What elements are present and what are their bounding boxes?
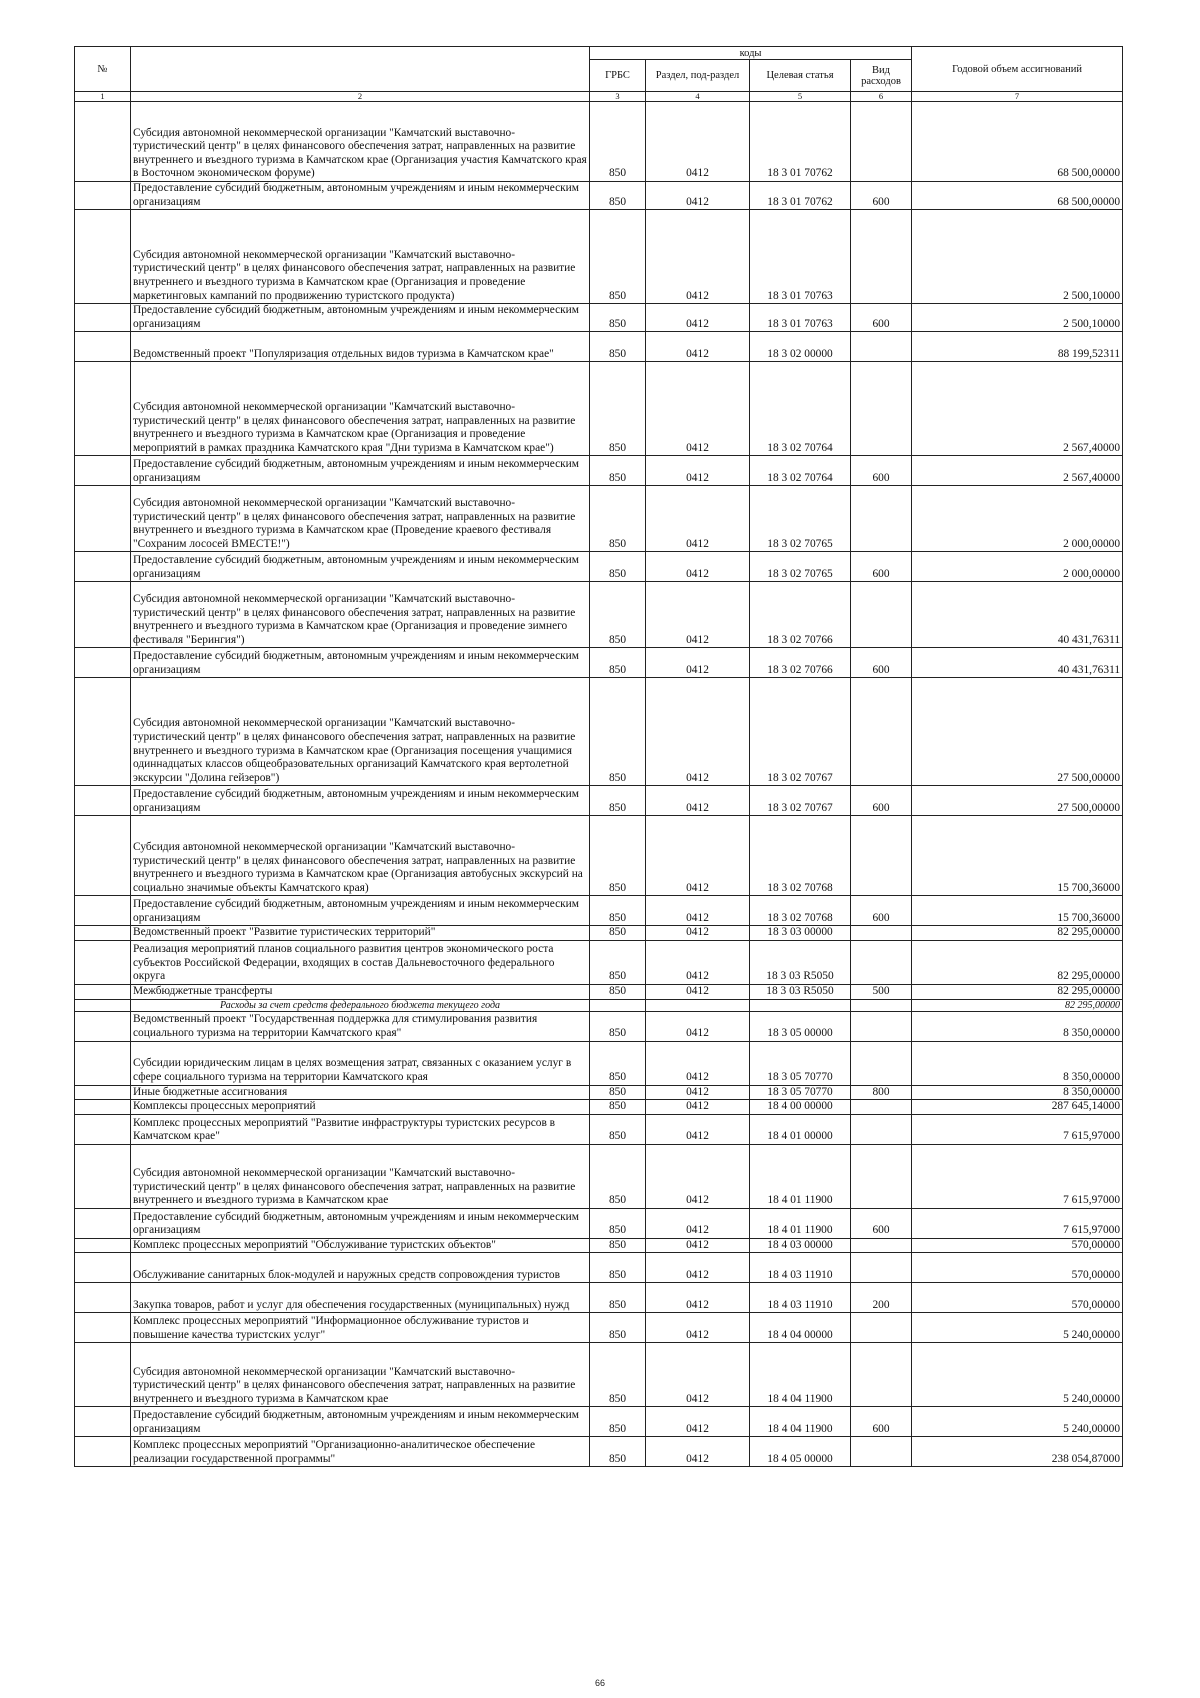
row-num <box>75 999 131 1011</box>
row-num <box>75 1253 131 1283</box>
row-name: Ведомственный проект "Государственная поддержка для стимулирования развития социального туризма на территории Камчатского края" <box>131 1011 590 1041</box>
row-target: 18 3 02 70765 <box>750 486 851 552</box>
row-grbs: 850 <box>590 648 646 678</box>
row-amount: 5 240,00000 <box>912 1313 1123 1343</box>
header-colnum-2: 2 <box>131 92 590 102</box>
row-target: 18 4 03 00000 <box>750 1238 851 1253</box>
row-amount: 15 700,36000 <box>912 896 1123 926</box>
table-row <box>75 1343 1123 1407</box>
row-amount: 7 615,97000 <box>912 1114 1123 1144</box>
row-name: Субсидия автономной некоммерческой организации "Камчатский выставочно-туристический центр" в целях финансового обеспечения затрат, направленных на развитие внутреннего и въездного туризма в Камчатском крае (Организация и проведение мероприятий в рамках праздника Камчатского края "Дни туризма в Камчатском крае") <box>131 362 590 456</box>
table-row <box>75 1313 1123 1343</box>
row-section: 0412 <box>646 1407 750 1437</box>
table-row <box>75 1253 1123 1283</box>
row-name: Предоставление субсидий бюджетным, автономным учреждениям и иным некоммерческим организациям <box>131 552 590 582</box>
row-amount: 27 500,00000 <box>912 786 1123 816</box>
header-colnum-4: 4 <box>646 92 750 102</box>
row-name: Субсидия автономной некоммерческой организации "Камчатский выставочно-туристический центр" в целях финансового обеспечения затрат, направленных на развитие внутреннего и въездного туризма в Камчатском крае (Организация автобусных экскурсий на социально значимые объекты Камчатского края) <box>131 816 590 896</box>
row-target: 18 4 01 11900 <box>750 1144 851 1208</box>
row-section: 0412 <box>646 786 750 816</box>
table-row <box>75 1114 1123 1144</box>
row-section: 0412 <box>646 102 750 182</box>
row-expense <box>851 486 912 552</box>
row-grbs: 850 <box>590 896 646 926</box>
row-name: Реализация мероприятий планов социального развития центров экономического роста субъектов Российской Федерации, входящих в состав Дальневосточного федерального округа <box>131 940 590 984</box>
table-row <box>75 816 1123 896</box>
row-section: 0412 <box>646 984 750 999</box>
table-body <box>75 102 1123 1467</box>
row-target: 18 3 02 70766 <box>750 582 851 648</box>
row-grbs: 850 <box>590 1114 646 1144</box>
row-grbs: 850 <box>590 486 646 552</box>
row-grbs: 850 <box>590 1437 646 1467</box>
row-amount: 570,00000 <box>912 1238 1123 1253</box>
row-target: 18 3 02 70765 <box>750 552 851 582</box>
row-grbs: 850 <box>590 984 646 999</box>
row-amount: 5 240,00000 <box>912 1407 1123 1437</box>
row-amount: 82 295,00000 <box>912 999 1123 1011</box>
table-row <box>75 940 1123 984</box>
row-expense <box>851 1011 912 1041</box>
row-amount: 7 615,97000 <box>912 1208 1123 1238</box>
row-target: 18 4 04 00000 <box>750 1313 851 1343</box>
row-target: 18 4 00 00000 <box>750 1100 851 1115</box>
row-section: 0412 <box>646 896 750 926</box>
row-section: 0412 <box>646 1283 750 1313</box>
row-name: Обслуживание санитарных блок-модулей и наружных средств сопровождения туристов <box>131 1253 590 1283</box>
row-expense <box>851 940 912 984</box>
row-num <box>75 940 131 984</box>
row-section: 0412 <box>646 1041 750 1085</box>
row-name: Предоставление субсидий бюджетным, автономным учреждениям и иным некоммерческим организациям <box>131 1208 590 1238</box>
row-amount: 40 431,76311 <box>912 582 1123 648</box>
row-expense <box>851 1253 912 1283</box>
table-row <box>75 678 1123 786</box>
header-section: Раздел, под-раздел <box>646 60 750 92</box>
row-name: Расходы за счет средств федерального бюджета текущего года <box>131 999 590 1011</box>
row-target: 18 3 01 70763 <box>750 210 851 304</box>
header-colnum-3: 3 <box>590 92 646 102</box>
row-grbs: 850 <box>590 362 646 456</box>
row-grbs: 850 <box>590 456 646 486</box>
row-expense <box>851 1041 912 1085</box>
row-target: 18 3 02 70767 <box>750 786 851 816</box>
row-target: 18 3 01 70763 <box>750 304 851 332</box>
row-section: 0412 <box>646 1085 750 1100</box>
row-expense <box>851 1313 912 1343</box>
table-row <box>75 1407 1123 1437</box>
row-amount: 68 500,00000 <box>912 102 1123 182</box>
row-section: 0412 <box>646 332 750 362</box>
row-target: 18 3 05 70770 <box>750 1041 851 1085</box>
row-expense <box>851 1437 912 1467</box>
row-target: 18 4 03 11910 <box>750 1253 851 1283</box>
row-num <box>75 552 131 582</box>
row-expense <box>851 582 912 648</box>
table-row <box>75 182 1123 210</box>
row-grbs <box>590 999 646 1011</box>
row-amount: 2 000,00000 <box>912 486 1123 552</box>
row-expense <box>851 1144 912 1208</box>
row-grbs: 850 <box>590 210 646 304</box>
row-num <box>75 1313 131 1343</box>
row-target: 18 3 02 70764 <box>750 456 851 486</box>
row-grbs: 850 <box>590 926 646 941</box>
header-codes-group: коды <box>590 47 912 60</box>
row-name: Закупка товаров, работ и услуг для обеспечения государственных (муниципальных) нужд <box>131 1283 590 1313</box>
row-target: 18 3 02 00000 <box>750 332 851 362</box>
row-name: Иные бюджетные ассигнования <box>131 1085 590 1100</box>
row-name: Субсидия автономной некоммерческой организации "Камчатский выставочно-туристический центр" в целях финансового обеспечения затрат, направленных на развитие внутреннего и въездного туризма в Камчатском крае (Проведение краевого фестиваля "Сохраним лососей ВМЕСТЕ!") <box>131 486 590 552</box>
row-target: 18 3 02 70766 <box>750 648 851 678</box>
row-amount: 287 645,14000 <box>912 1100 1123 1115</box>
row-section: 0412 <box>646 940 750 984</box>
row-target: 18 4 01 00000 <box>750 1114 851 1144</box>
row-expense: 600 <box>851 182 912 210</box>
row-section: 0412 <box>646 1208 750 1238</box>
row-section: 0412 <box>646 456 750 486</box>
row-section: 0412 <box>646 1343 750 1407</box>
row-amount: 2 500,10000 <box>912 210 1123 304</box>
header-colnum-6: 6 <box>851 92 912 102</box>
row-target: 18 3 03 R5050 <box>750 940 851 984</box>
row-num <box>75 1085 131 1100</box>
row-expense <box>851 1238 912 1253</box>
row-amount: 82 295,00000 <box>912 940 1123 984</box>
row-target: 18 3 05 00000 <box>750 1011 851 1041</box>
row-section: 0412 <box>646 926 750 941</box>
header-grbs: ГРБС <box>590 60 646 92</box>
table-row <box>75 896 1123 926</box>
row-expense <box>851 1114 912 1144</box>
row-grbs: 850 <box>590 102 646 182</box>
table-row <box>75 102 1123 182</box>
row-amount: 5 240,00000 <box>912 1343 1123 1407</box>
row-grbs: 850 <box>590 1283 646 1313</box>
row-grbs: 850 <box>590 552 646 582</box>
row-num <box>75 456 131 486</box>
header-expense: Вид расходов <box>851 60 912 92</box>
row-name: Межбюджетные трансферты <box>131 984 590 999</box>
header-colnum-1: 1 <box>75 92 131 102</box>
row-section: 0412 <box>646 1144 750 1208</box>
row-name: Ведомственный проект "Популяризация отдельных видов туризма в Камчатском крае" <box>131 332 590 362</box>
row-name: Предоставление субсидий бюджетным, автономным учреждениям и иным некоммерческим организациям <box>131 182 590 210</box>
row-grbs: 850 <box>590 332 646 362</box>
row-expense: 800 <box>851 1085 912 1100</box>
row-grbs: 850 <box>590 1100 646 1115</box>
row-expense <box>851 999 912 1011</box>
row-name: Субсидия автономной некоммерческой организации "Камчатский выставочно-туристический центр" в целях финансового обеспечения затрат, направленных на развитие внутреннего и въездного туризма в Камчатском крае (Организация участия Камчатского края в Восточном экономическом форуме) <box>131 102 590 182</box>
row-section: 0412 <box>646 1114 750 1144</box>
row-amount: 8 350,00000 <box>912 1011 1123 1041</box>
row-name: Комплексы процессных мероприятий <box>131 1100 590 1115</box>
row-num <box>75 182 131 210</box>
row-target: 18 3 03 R5050 <box>750 984 851 999</box>
row-num <box>75 362 131 456</box>
row-target: 18 4 03 11910 <box>750 1283 851 1313</box>
row-name: Комплекс процессных мероприятий "Организационно-аналитическое обеспечение реализации государственной программы" <box>131 1437 590 1467</box>
row-num <box>75 786 131 816</box>
table-row <box>75 210 1123 304</box>
table-row <box>75 1085 1123 1100</box>
table-row <box>75 456 1123 486</box>
row-grbs: 850 <box>590 582 646 648</box>
row-section: 0412 <box>646 1011 750 1041</box>
table-row <box>75 999 1123 1011</box>
row-amount: 2 567,40000 <box>912 456 1123 486</box>
row-num <box>75 332 131 362</box>
table-row <box>75 648 1123 678</box>
row-num <box>75 1144 131 1208</box>
row-expense: 600 <box>851 1208 912 1238</box>
table-row <box>75 304 1123 332</box>
row-num <box>75 1011 131 1041</box>
row-num <box>75 896 131 926</box>
row-grbs: 850 <box>590 1208 646 1238</box>
row-expense <box>851 362 912 456</box>
header-amount: Годовой объем ассигнований <box>912 47 1123 92</box>
page-number: 66 <box>594 1678 605 1688</box>
row-name: Ведомственный проект "Развитие туристических территорий" <box>131 926 590 941</box>
header-target: Целевая статья <box>750 60 851 92</box>
row-section: 0412 <box>646 1238 750 1253</box>
row-name: Предоставление субсидий бюджетным, автономным учреждениям и иным некоммерческим организациям <box>131 896 590 926</box>
row-expense: 600 <box>851 896 912 926</box>
row-amount: 8 350,00000 <box>912 1085 1123 1100</box>
row-amount: 82 295,00000 <box>912 984 1123 999</box>
table-row <box>75 1238 1123 1253</box>
row-expense: 600 <box>851 456 912 486</box>
row-grbs: 850 <box>590 1407 646 1437</box>
row-num <box>75 678 131 786</box>
row-name: Комплекс процессных мероприятий "Обслуживание туристских объектов" <box>131 1238 590 1253</box>
table-row <box>75 332 1123 362</box>
row-amount: 40 431,76311 <box>912 648 1123 678</box>
row-num <box>75 102 131 182</box>
row-amount: 82 295,00000 <box>912 926 1123 941</box>
row-section: 0412 <box>646 552 750 582</box>
row-expense <box>851 210 912 304</box>
row-name: Субсидия автономной некоммерческой организации "Камчатский выставочно-туристический центр" в целях финансового обеспечения затрат, направленных на развитие внутреннего и въездного туризма в Камчатском крае (Организация и проведение зимнего фестиваля "Берингия") <box>131 582 590 648</box>
row-expense <box>851 926 912 941</box>
row-name: Субсидии юридическим лицам в целях возмещения затрат, связанных с оказанием услуг в сфере социального туризма на территории Камчатского края <box>131 1041 590 1085</box>
table-row <box>75 1208 1123 1238</box>
row-target: 18 3 02 70764 <box>750 362 851 456</box>
row-expense <box>851 816 912 896</box>
table-row <box>75 1011 1123 1041</box>
row-num <box>75 816 131 896</box>
row-target: 18 3 01 70762 <box>750 102 851 182</box>
table-row <box>75 1100 1123 1115</box>
row-target: 18 3 05 70770 <box>750 1085 851 1100</box>
row-grbs: 850 <box>590 1343 646 1407</box>
table-row <box>75 786 1123 816</box>
row-expense: 600 <box>851 648 912 678</box>
row-name: Предоставление субсидий бюджетным, автономным учреждениям и иным некоммерческим организациям <box>131 786 590 816</box>
row-expense: 600 <box>851 552 912 582</box>
header-colnum-7: 7 <box>912 92 1123 102</box>
row-name: Субсидия автономной некоммерческой организации "Камчатский выставочно-туристический центр" в целях финансового обеспечения затрат, направленных на развитие внутреннего и въездного туризма в Камчатском крае (Организация посещения учащимися одиннадцатых классов общеобразовательных организаций Камчатского края вертолетной экскурсии "Долина гейзеров") <box>131 678 590 786</box>
table-row <box>75 362 1123 456</box>
row-expense <box>851 1100 912 1115</box>
row-name: Субсидия автономной некоммерческой организации "Камчатский выставочно-туристический центр" в целях финансового обеспечения затрат, направленных на развитие внутреннего и въездного туризма в Камчатском крае <box>131 1343 590 1407</box>
row-grbs: 850 <box>590 1041 646 1085</box>
row-num <box>75 1437 131 1467</box>
row-grbs: 850 <box>590 182 646 210</box>
row-num <box>75 1407 131 1437</box>
row-target: 18 3 02 70767 <box>750 678 851 786</box>
row-num <box>75 210 131 304</box>
row-target: 18 4 04 11900 <box>750 1407 851 1437</box>
row-num <box>75 486 131 552</box>
row-grbs: 850 <box>590 816 646 896</box>
row-section: 0412 <box>646 210 750 304</box>
row-grbs: 850 <box>590 304 646 332</box>
row-amount: 2 500,10000 <box>912 304 1123 332</box>
row-amount: 238 054,87000 <box>912 1437 1123 1467</box>
row-num <box>75 926 131 941</box>
row-expense: 500 <box>851 984 912 999</box>
row-name: Субсидия автономной некоммерческой организации "Камчатский выставочно-туристический центр" в целях финансового обеспечения затрат, направленных на развитие внутреннего и въездного туризма в Камчатском крае <box>131 1144 590 1208</box>
row-amount: 570,00000 <box>912 1253 1123 1283</box>
row-section: 0412 <box>646 582 750 648</box>
row-amount: 68 500,00000 <box>912 182 1123 210</box>
budget-table <box>74 46 1123 1467</box>
row-num <box>75 304 131 332</box>
row-target: 18 4 05 00000 <box>750 1437 851 1467</box>
header-name <box>131 47 590 92</box>
row-grbs: 850 <box>590 1011 646 1041</box>
row-expense <box>851 1343 912 1407</box>
row-expense <box>851 678 912 786</box>
row-num <box>75 1283 131 1313</box>
row-target: 18 4 01 11900 <box>750 1208 851 1238</box>
row-amount: 2 000,00000 <box>912 552 1123 582</box>
row-target <box>750 999 851 1011</box>
table-row <box>75 1041 1123 1085</box>
row-expense: 200 <box>851 1283 912 1313</box>
row-expense <box>851 332 912 362</box>
row-target: 18 4 04 11900 <box>750 1343 851 1407</box>
table-row <box>75 552 1123 582</box>
row-expense <box>851 102 912 182</box>
row-name: Комплекс процессных мероприятий "Информационное обслуживание туристов и повышение качества туристских услуг" <box>131 1313 590 1343</box>
header-colnum-5: 5 <box>750 92 851 102</box>
row-section: 0412 <box>646 304 750 332</box>
row-num <box>75 582 131 648</box>
row-amount: 7 615,97000 <box>912 1144 1123 1208</box>
row-num <box>75 984 131 999</box>
row-num <box>75 1114 131 1144</box>
row-name: Предоставление субсидий бюджетным, автономным учреждениям и иным некоммерческим организациям <box>131 648 590 678</box>
row-num <box>75 1208 131 1238</box>
table-row <box>75 486 1123 552</box>
row-section: 0412 <box>646 1100 750 1115</box>
row-name: Предоставление субсидий бюджетным, автономным учреждениям и иным некоммерческим организациям <box>131 456 590 486</box>
row-name: Комплекс процессных мероприятий "Развитие инфраструктуры туристских ресурсов в Камчатском крае" <box>131 1114 590 1144</box>
table-row <box>75 1283 1123 1313</box>
row-target: 18 3 02 70768 <box>750 816 851 896</box>
row-expense: 600 <box>851 304 912 332</box>
row-section <box>646 999 750 1011</box>
row-section: 0412 <box>646 1437 750 1467</box>
row-grbs: 850 <box>590 678 646 786</box>
table-row <box>75 926 1123 941</box>
row-amount: 88 199,52311 <box>912 332 1123 362</box>
row-num <box>75 1343 131 1407</box>
row-expense: 600 <box>851 1407 912 1437</box>
row-section: 0412 <box>646 1313 750 1343</box>
row-num <box>75 1041 131 1085</box>
row-amount: 2 567,40000 <box>912 362 1123 456</box>
row-name: Субсидия автономной некоммерческой организации "Камчатский выставочно-туристический центр" в целях финансового обеспечения затрат, направленных на развитие внутреннего и въездного туризма в Камчатском крае (Организация и проведение маркетинговых кампаний по продвижению туристского продукта) <box>131 210 590 304</box>
row-section: 0412 <box>646 816 750 896</box>
row-name: Предоставление субсидий бюджетным, автономным учреждениям и иным некоммерческим организациям <box>131 1407 590 1437</box>
row-amount: 27 500,00000 <box>912 678 1123 786</box>
table-row <box>75 1437 1123 1467</box>
row-amount: 8 350,00000 <box>912 1041 1123 1085</box>
row-grbs: 850 <box>590 1085 646 1100</box>
row-section: 0412 <box>646 362 750 456</box>
table-row <box>75 984 1123 999</box>
row-amount: 15 700,36000 <box>912 816 1123 896</box>
row-grbs: 850 <box>590 786 646 816</box>
row-grbs: 850 <box>590 1313 646 1343</box>
header-num: № <box>75 47 131 92</box>
table-row <box>75 1144 1123 1208</box>
row-expense: 600 <box>851 786 912 816</box>
row-grbs: 850 <box>590 940 646 984</box>
row-num <box>75 648 131 678</box>
row-name: Предоставление субсидий бюджетным, автономным учреждениям и иным некоммерческим организациям <box>131 304 590 332</box>
row-grbs: 850 <box>590 1253 646 1283</box>
row-section: 0412 <box>646 1253 750 1283</box>
row-section: 0412 <box>646 648 750 678</box>
row-target: 18 3 01 70762 <box>750 182 851 210</box>
row-num <box>75 1100 131 1115</box>
row-section: 0412 <box>646 182 750 210</box>
row-target: 18 3 02 70768 <box>750 896 851 926</box>
row-num <box>75 1238 131 1253</box>
table-row <box>75 582 1123 648</box>
row-section: 0412 <box>646 486 750 552</box>
row-section: 0412 <box>646 678 750 786</box>
row-grbs: 850 <box>590 1144 646 1208</box>
row-grbs: 850 <box>590 1238 646 1253</box>
row-target: 18 3 03 00000 <box>750 926 851 941</box>
row-amount: 570,00000 <box>912 1283 1123 1313</box>
